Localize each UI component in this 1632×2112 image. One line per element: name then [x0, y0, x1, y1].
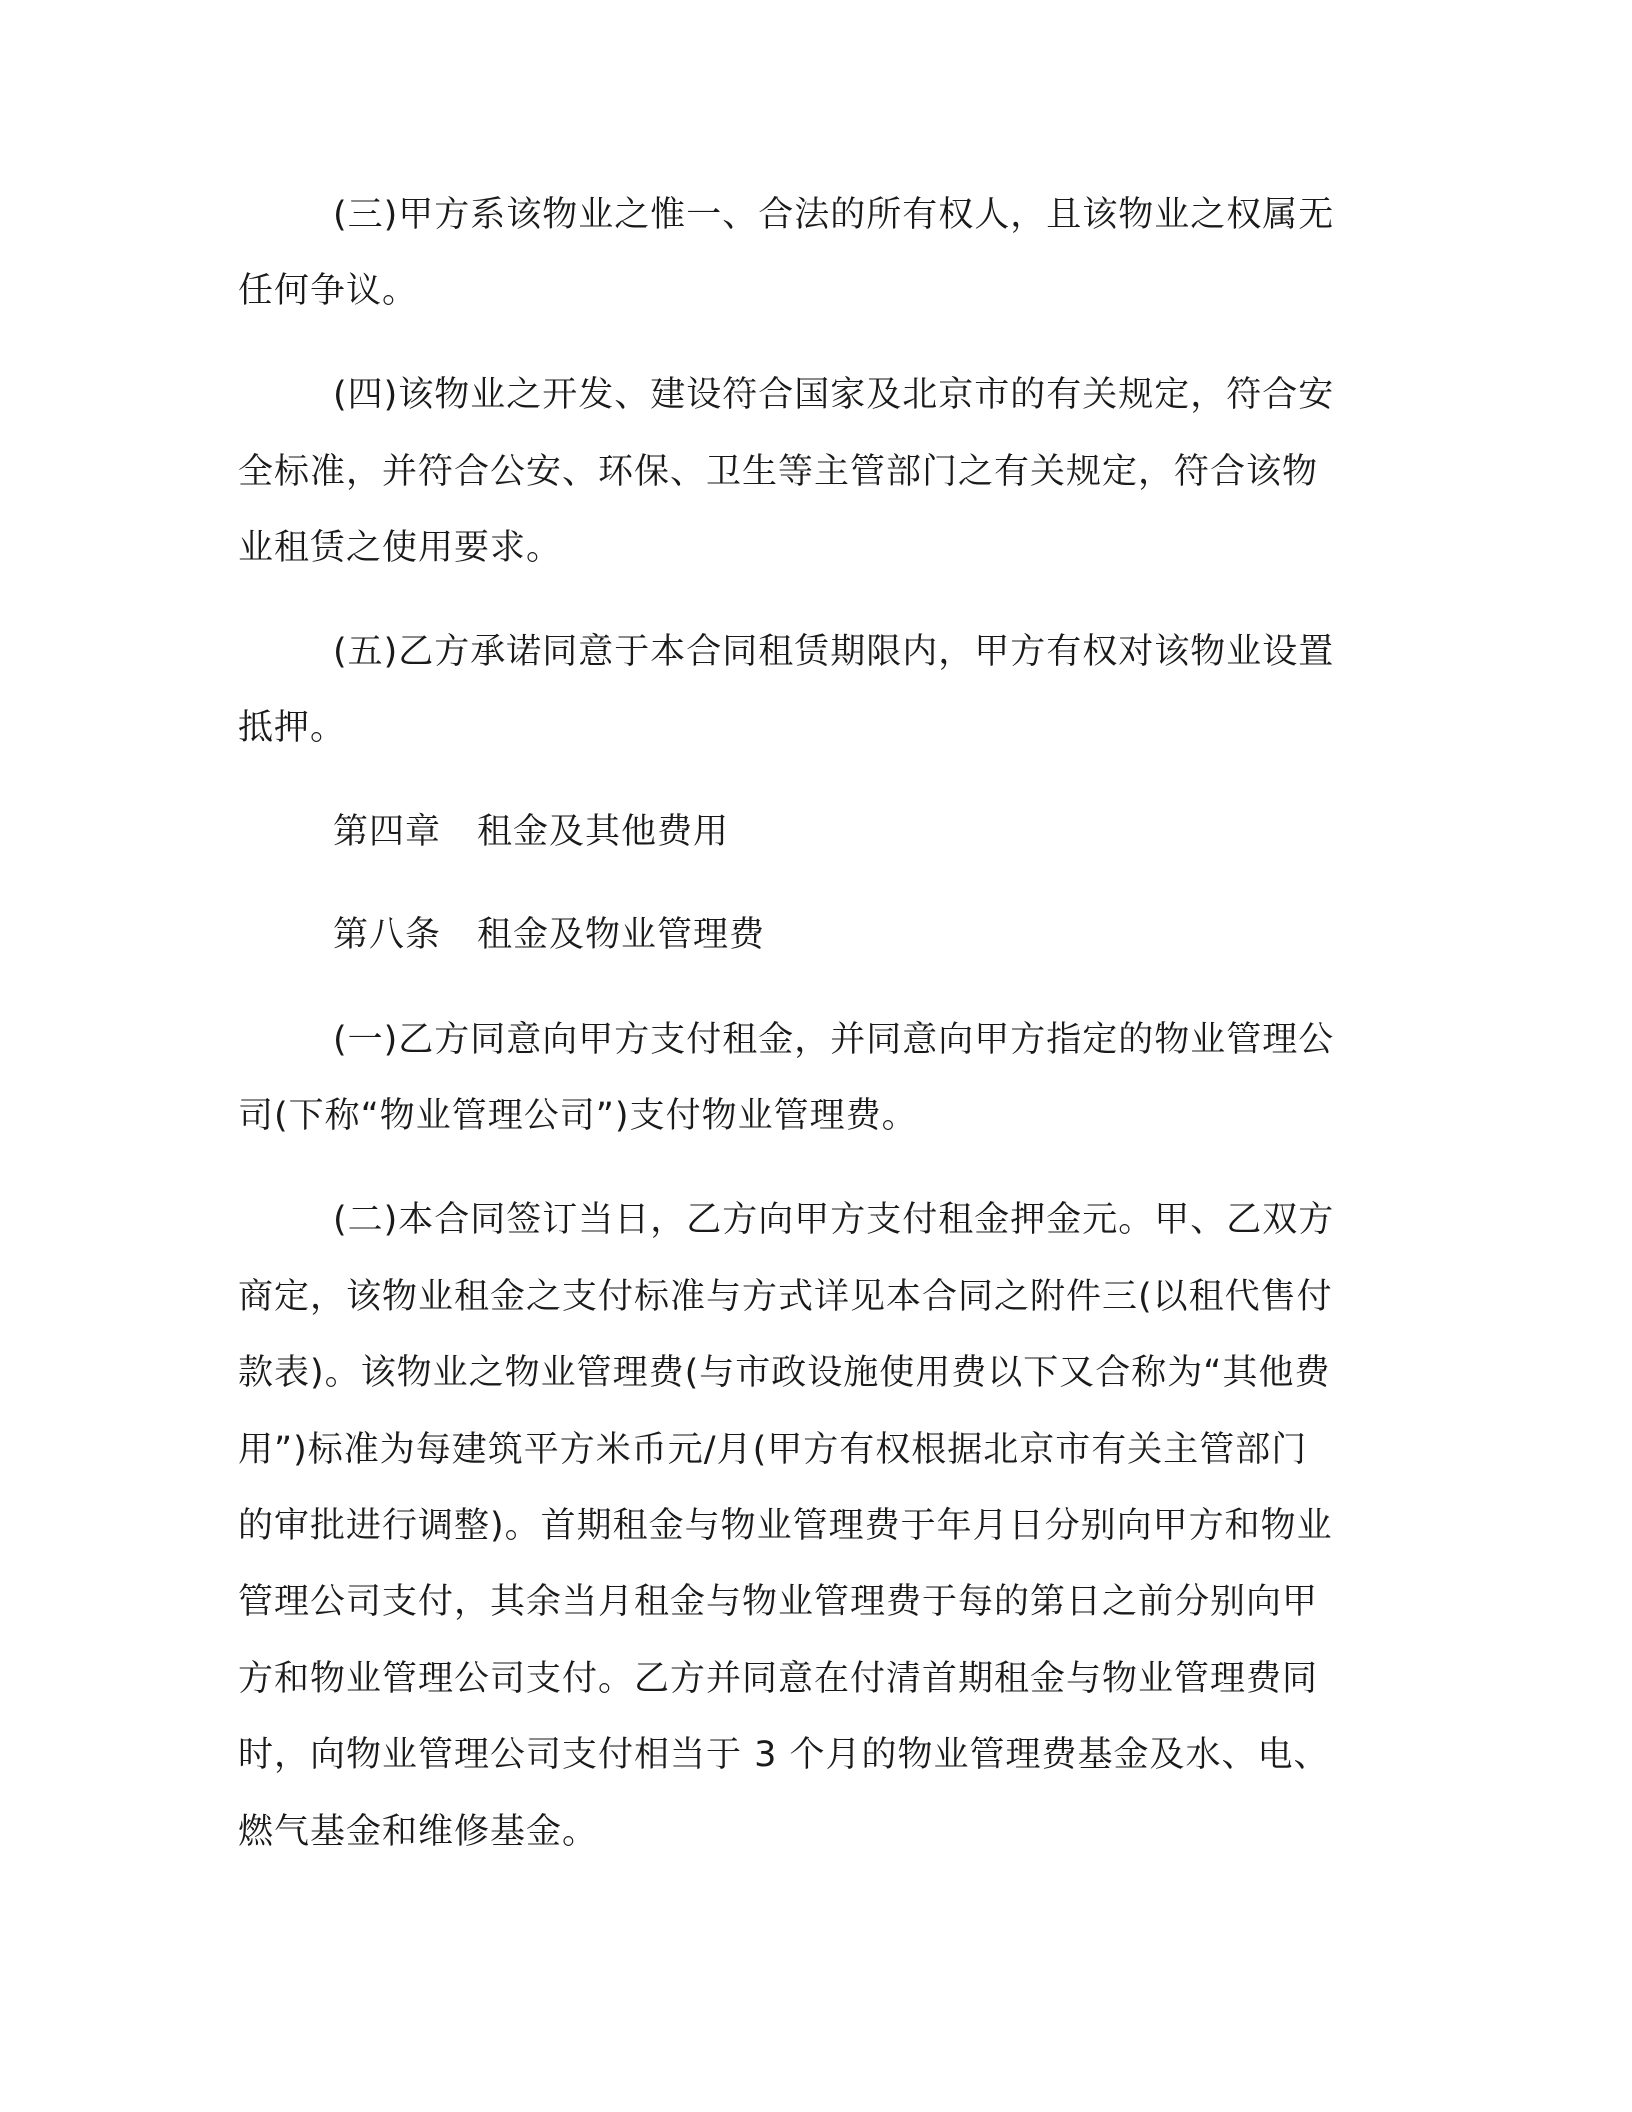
- item-2-line-6: 管理公司支付，其余当月租金与物业管理费于每的第日之前分别向甲: [238, 1582, 1319, 1622]
- clause-5-line-2: 抵押。: [238, 708, 347, 748]
- item-2-line-1: (二)本合同签订当日，乙方向甲方支付租金押金元。甲、乙双方: [333, 1200, 1335, 1240]
- item-1-line-2: 司(下称“物业管理公司”)支付物业管理费。: [238, 1096, 918, 1136]
- article-heading: 第八条 租金及物业管理费: [333, 915, 766, 955]
- item-2-line-2: 商定，该物业租金之支付标准与方式详见本合同之附件三(以租代售付: [238, 1277, 1333, 1317]
- item-2-line-8: 时，向物业管理公司支付相当于 3 个月的物业管理费基金及水、电、: [238, 1735, 1330, 1775]
- clause-4-line-3: 业租赁之使用要求。: [238, 528, 563, 568]
- item-2-line-9: 燃气基金和维修基金。: [238, 1812, 599, 1852]
- item-1-line-1: (一)乙方同意向甲方支付租金，并同意向甲方指定的物业管理公: [333, 1020, 1335, 1060]
- item-2-line-5: 的审批进行调整)。首期租金与物业管理费于年月日分别向甲方和物业: [238, 1506, 1333, 1546]
- chapter-heading: 第四章 租金及其他费用: [333, 812, 730, 852]
- clause-3-line-2: 任何争议。: [238, 271, 419, 311]
- item-2-line-3: 款表)。该物业之物业管理费(与市政设施使用费以下又合称为“其他费: [238, 1353, 1331, 1393]
- item-2-line-7: 方和物业管理公司支付。乙方并同意在付清首期租金与物业管理费同: [238, 1659, 1319, 1699]
- clause-5-line-1: (五)乙方承诺同意于本合同租赁期限内，甲方有权对该物业设置: [333, 632, 1335, 672]
- clause-3-line-1: (三)甲方系该物业之惟一、合法的所有权人，且该物业之权属无: [333, 195, 1335, 235]
- item-2-line-4: 用”)标准为每建筑平方米币元/月(甲方有权根据北京市有关主管部门: [238, 1430, 1308, 1470]
- clause-4-line-1: (四)该物业之开发、建设符合国家及北京市的有关规定，符合安: [333, 375, 1335, 415]
- clause-4-line-2: 全标准，并符合公安、环保、卫生等主管部门之有关规定，符合该物: [238, 452, 1319, 492]
